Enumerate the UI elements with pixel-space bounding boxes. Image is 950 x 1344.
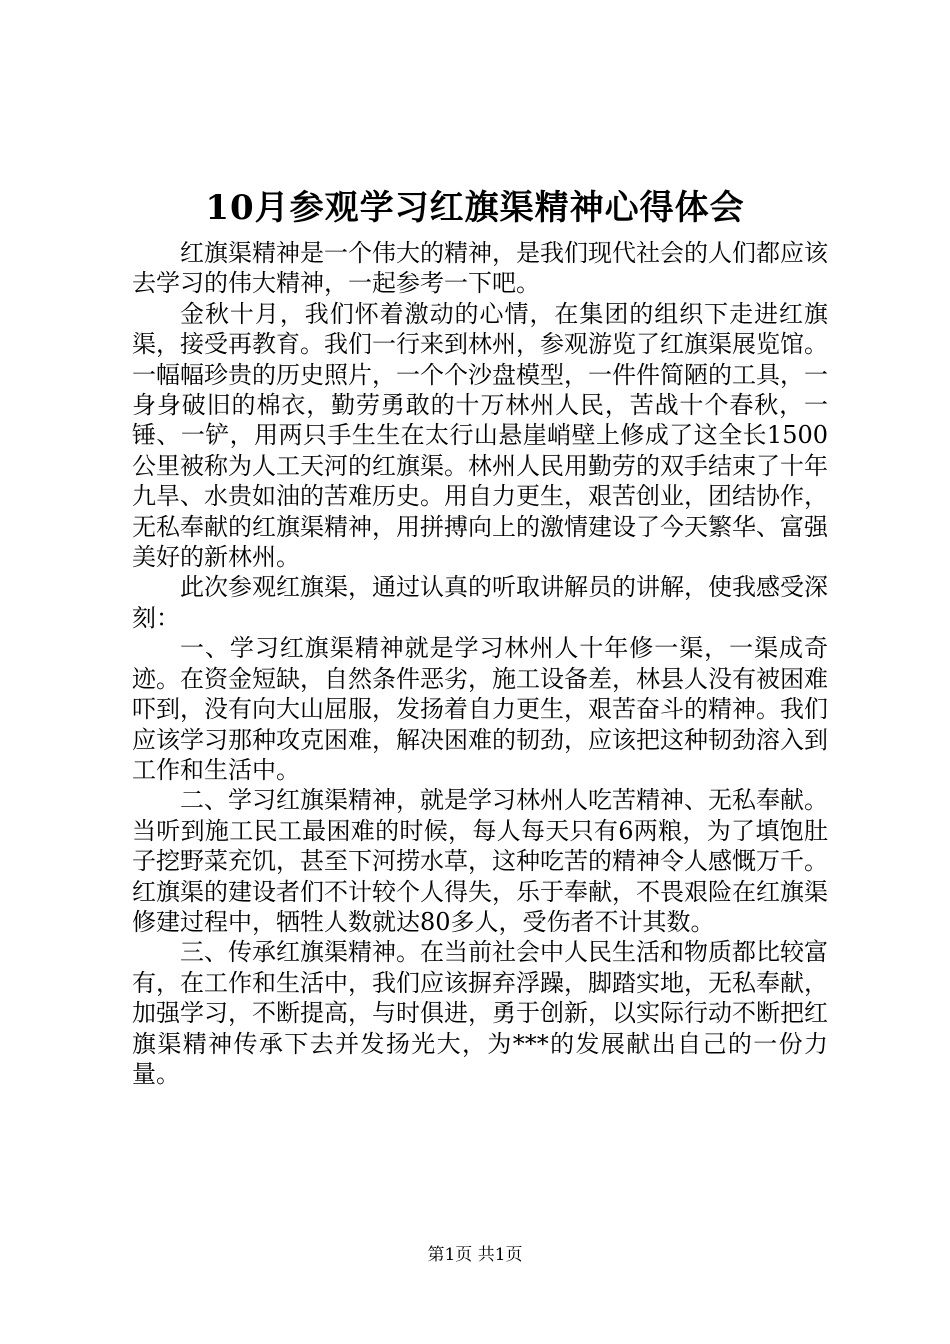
paragraph-point-three: 三、传承红旗渠精神。在当前社会中人民生活和物质都比较富有，在工作和生活中，我们应该摒弃浮躁，脚踏实地，无私奉献，加强学习，不断提高，与时俱进，勇于创新，以实际行动不断把红旗渠精神传承下去并发扬光大，为***的发展献出自己的一份力量。 <box>132 938 828 1088</box>
paragraph-visit: 金秋十月，我们怀着激动的心情，在集团的组织下走进红旗渠，接受再教育。我们一行来到林州，参观游览了红旗渠展览馆。一幅幅珍贵的历史照片，一个个沙盘模型，一件件简陋的工具，一身身破旧的棉衣，勤劳勇敢的十万林州人民，苦战十个春秋，一锤、一铲，用两只手生生在太行山悬崖峭壁上修成了这全长1500公里被称为人工天河的红旗渠。林州人民用勤劳的双手结束了十年九旱、水贵如油的苦难历史。用自力更生，艰苦创业，团结协作，无私奉献的红旗渠精神，用拼搏向上的激情建设了今天繁华、富强美好的新林州。 <box>132 299 828 572</box>
paragraph-impression: 此次参观红旗渠，通过认真的听取讲解员的讲解，使我感受深刻： <box>132 573 828 632</box>
document-title: 10月参观学习红旗渠精神心得体会 <box>205 188 745 228</box>
paragraph-intro: 红旗渠精神是一个伟大的精神，是我们现代社会的人们都应该去学习的伟大精神，一起参考一下吧。 <box>132 239 828 298</box>
page-footer: 第1页 共1页 <box>427 1245 523 1265</box>
document-body <box>132 238 828 1089</box>
paragraph-point-two: 二、学习红旗渠精神，就是学习林州人吃苦精神、无私奉献。当听到施工民工最困难的时候，每人每天只有6两粮，为了填饱肚子挖野菜充饥，甚至下河捞水草，这种吃苦的精神令人感慨万千。红旗渠的建设者们不计较个人得失，乐于奉献，不畏艰险在红旗渠修建过程中，牺牲人数就达80多人，受伤者不计其数。 <box>132 786 828 936</box>
paragraph-point-one: 一、学习红旗渠精神就是学习林州人十年修一渠，一渠成奇迹。在资金短缺，自然条件恶劣，施工设备差，林县人没有被困难吓到，没有向大山屈服，发扬着自力更生，艰苦奋斗的精神。我们应该学习那种攻克困难，解决困难的韧劲，应该把这种韧劲溶入到工作和生活中。 <box>132 634 828 784</box>
